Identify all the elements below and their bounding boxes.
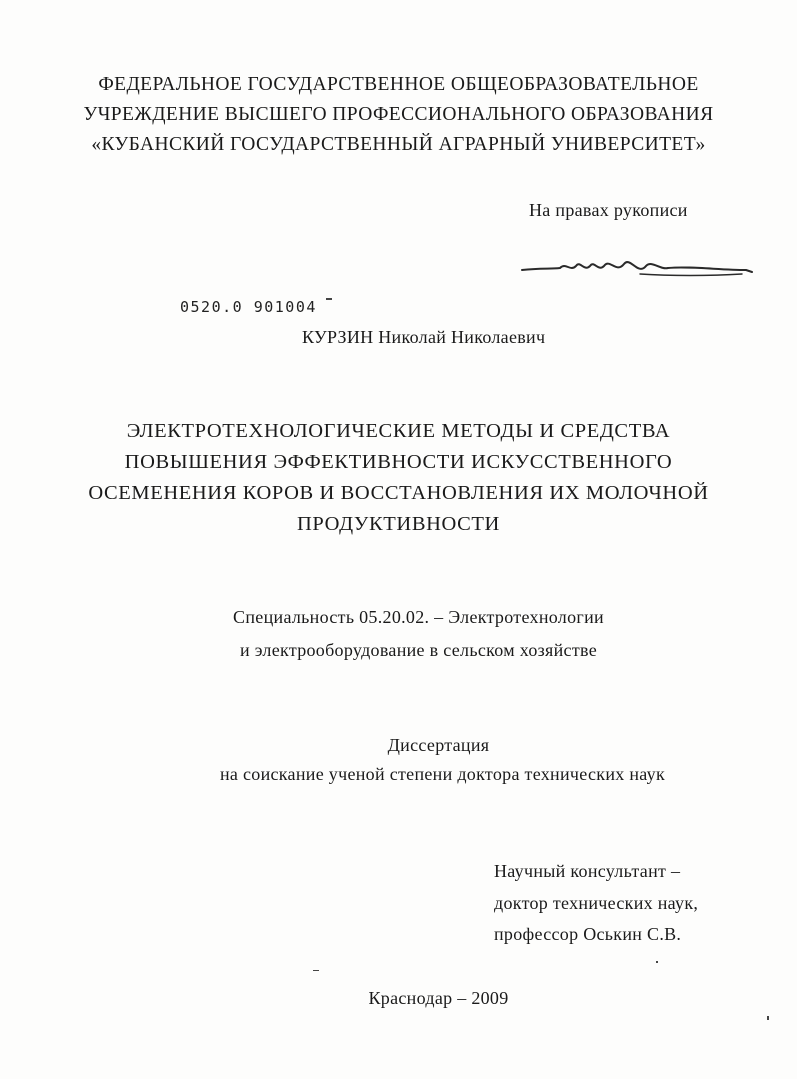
- title-line-4: ПРОДУКТИВНОСТИ: [297, 513, 500, 535]
- manuscript-note: На правах рукописи: [529, 200, 688, 220]
- specialty-line-1: Специальность 05.20.02. – Электротехнологии: [233, 607, 604, 627]
- scan-speck: [767, 1016, 769, 1020]
- institution-line-3: «КУБАНСКИЙ ГОСУДАРСТВЕННЫЙ АГРАРНЫЙ УНИВЕРСИТЕТ»: [91, 134, 706, 155]
- title-line-3: ОСЕМЕНЕНИЯ КОРОВ И ВОССТАНОВЛЕНИЯ ИХ МОЛОЧНОЙ: [88, 482, 709, 504]
- specialty-line-2: и электрооборудование в сельском хозяйстве: [240, 640, 597, 660]
- catalog-code: 0520.0 901004: [180, 298, 317, 316]
- advisor-line-2: доктор технических наук,: [494, 893, 699, 913]
- title-line-1: ЭЛЕКТРОТЕХНОЛОГИЧЕСКИЕ МЕТОДЫ И СРЕДСТВА: [126, 420, 671, 442]
- scan-speck: [656, 961, 658, 963]
- author-name: КУРЗИН Николай Николаевич: [302, 327, 546, 347]
- title-line-2: ПОВЫШЕНИЯ ЭФФЕКТИВНОСТИ ИСКУССТВЕННОГО: [124, 451, 673, 473]
- degree-line-2: на соискание ученой степени доктора технических наук: [219, 764, 666, 784]
- signature: [520, 252, 760, 288]
- scan-speck: [313, 970, 319, 971]
- place-year: Краснодар – 2009: [368, 988, 509, 1008]
- institution-line-1: ФЕДЕРАЛЬНОЕ ГОСУДАРСТВЕННОЕ ОБЩЕОБРАЗОВАТЕЛЬНОЕ: [98, 74, 699, 95]
- advisor-line-3: профессор Оськин С.В.: [494, 924, 682, 944]
- advisor-line-1: Научный консультант –: [494, 861, 681, 881]
- institution-line-2: УЧРЕЖДЕНИЕ ВЫСШЕГО ПРОФЕССИОНАЛЬНОГО ОБРАЗОВАНИЯ: [83, 104, 714, 125]
- stamp-mark: [326, 298, 332, 300]
- degree-line-1: Диссертация: [387, 735, 490, 755]
